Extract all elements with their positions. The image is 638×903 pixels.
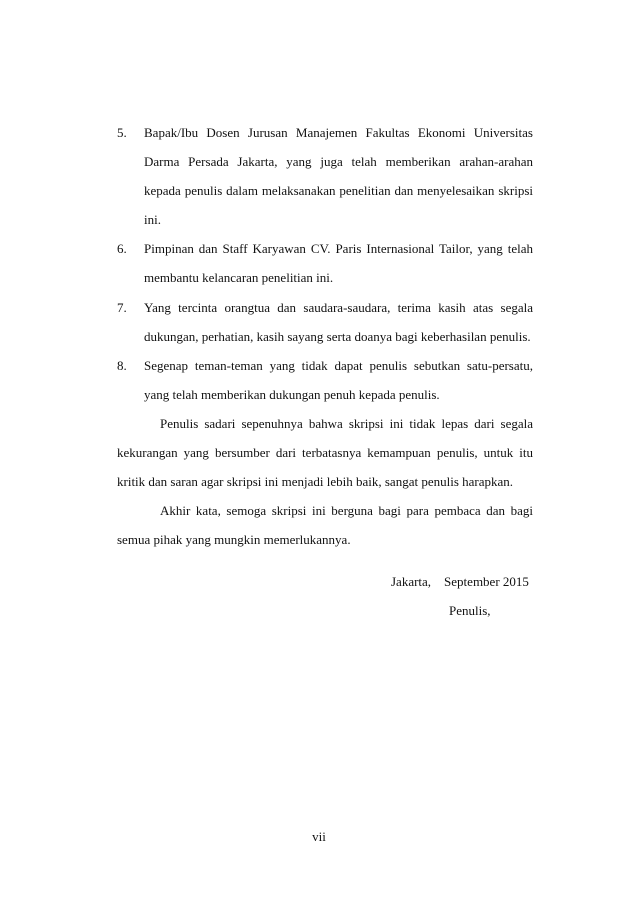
list-item: [117, 118, 533, 234]
list-item-number: 5.: [117, 125, 127, 140]
acknowledgement-list: [117, 118, 533, 409]
page-content: [117, 118, 533, 627]
signature-place-date: Jakarta, September 2015: [391, 574, 529, 590]
signature-author: Penulis,: [449, 603, 491, 619]
signature-block: [117, 567, 533, 627]
paragraph-closing-2: Akhir kata, semoga skripsi ini berguna bagi para pembaca dan bagi semua pihak yang mungkin memerlukannya.: [117, 503, 533, 548]
list-item-number: 7.: [117, 299, 127, 315]
paragraph-closing-1: Penulis sadari sepenuhnya bahwa skripsi ini tidak lepas dari segala kekurangan yang bersumber dari terbatasnya kemampuan penulis, untuk itu kritik dan saran agar skripsi ini menjadi lebih baik, sangat penulis harapkan.: [117, 415, 533, 490]
list-item: [117, 351, 533, 409]
list-item-number: 6.: [117, 241, 127, 257]
list-item: [117, 293, 533, 351]
list-item-text: Segenap teman-teman yang tidak dapat penulis sebutkan satu-persatu, yang telah memberikan dukungan penuh kepada penulis.: [144, 357, 533, 402]
list-item-number: 8.: [117, 357, 127, 373]
list-item: [117, 234, 533, 292]
page-number: vii: [312, 829, 326, 844]
list-item-text: Yang tercinta orangtua dan saudara-saudara, terima kasih atas segala dukungan, perhatian, kasih sayang serta doanya bagi keberhasilan penulis.: [144, 299, 533, 344]
list-item-text: Pimpinan dan Staff Karyawan CV. Paris Internasional Tailor, yang telah membantu kelancaran penelitian ini.: [144, 241, 533, 286]
list-item-text: Bapak/Ibu Dosen Jurusan Manajemen Fakultas Ekonomi Universitas Darma Persada Jakarta, yang juga telah memberikan arahan-arahan kepada penulis dalam melaksanakan penelitian dan menyelesaikan skripsi ini.: [144, 125, 533, 228]
